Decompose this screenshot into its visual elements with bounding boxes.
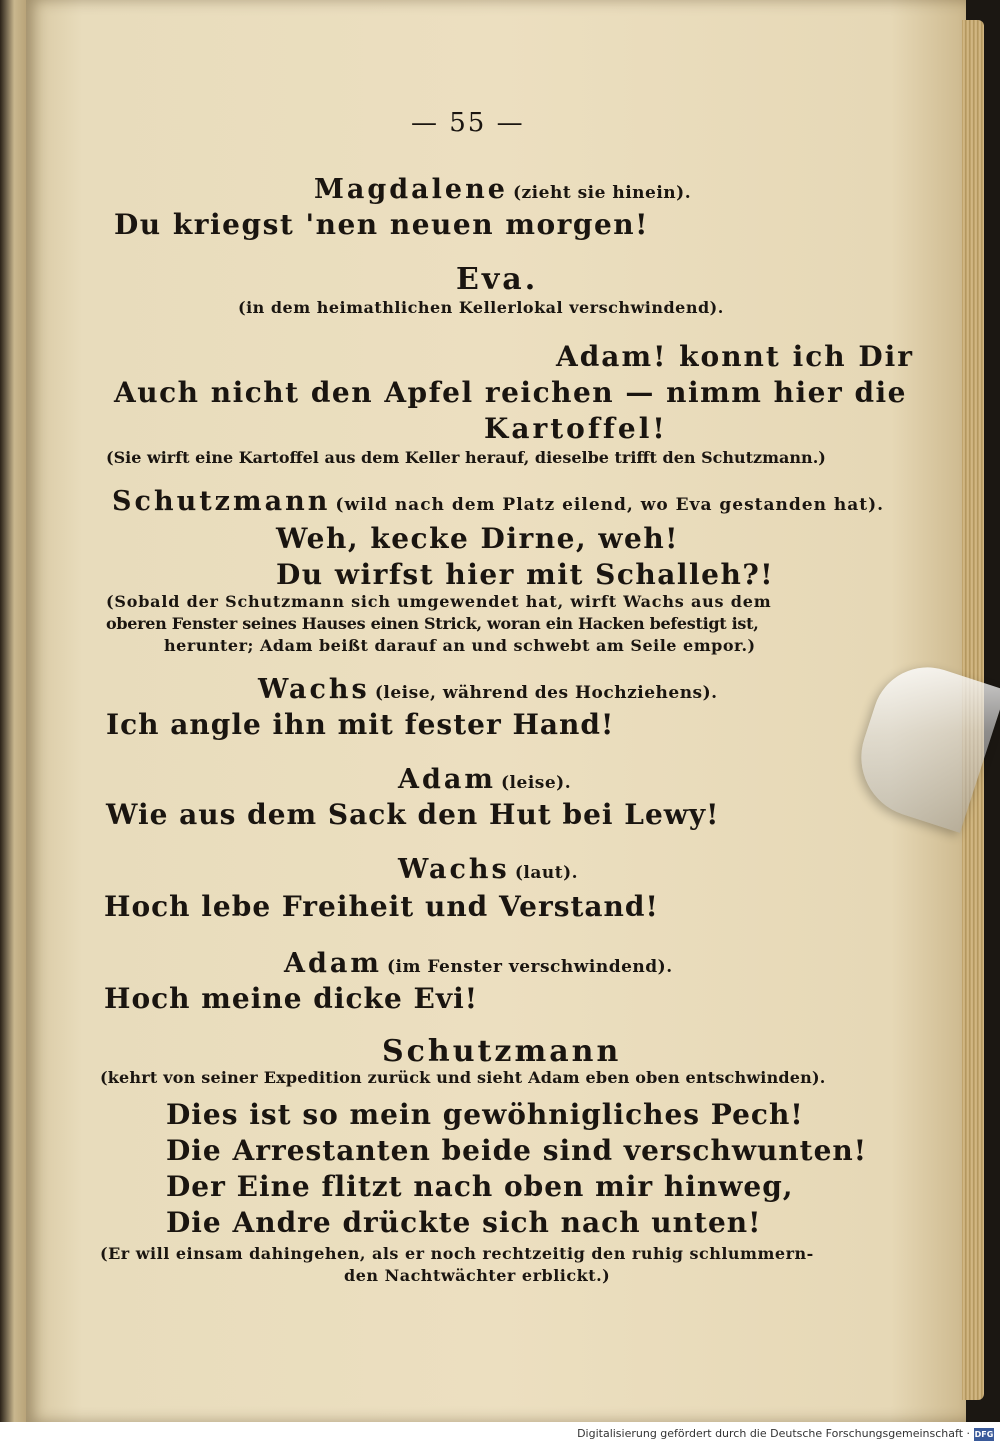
stage-direction: (wild nach dem Platz eilend, wo Eva gestanden hat). bbox=[335, 495, 885, 515]
speaker-line bbox=[284, 948, 673, 979]
stage-direction: (Sie wirft eine Kartoffel aus dem Keller herauf, dieselbe trifft den Schutzmann.) bbox=[106, 448, 826, 467]
footer-credit: Digitalisierung gefördert durch die Deutsche Forschungsgemeinschaft · bbox=[577, 1427, 970, 1440]
stage-direction: herunter; Adam beißt darauf an und schwebt am Seile empor.) bbox=[164, 636, 756, 655]
speaker-name: Schutzmann bbox=[382, 1034, 622, 1069]
verse-line: Hoch lebe Freiheit und Verstand! bbox=[104, 890, 659, 923]
speaker-line bbox=[112, 486, 884, 517]
previous-page-edge bbox=[0, 0, 26, 1422]
stage-direction: (leise, während des Hochziehens). bbox=[374, 683, 718, 703]
speaker-name: Eva. bbox=[456, 262, 539, 297]
speaker-name: Adam bbox=[284, 948, 382, 979]
verse-line: Hoch meine dicke Evi! bbox=[104, 982, 479, 1015]
stage-direction: oberen Fenster seines Hauses einen Strick, woran ein Hacken befestigt ist, bbox=[106, 614, 759, 633]
stage-direction: (kehrt von seiner Expedition zurück und sieht Adam eben oben entschwinden). bbox=[100, 1068, 826, 1087]
verse-line: Der Eine flitzt nach oben mir hinweg, bbox=[166, 1170, 794, 1203]
verse-line: Auch nicht den Apfel reichen — nimm hier die bbox=[114, 376, 907, 409]
stage-direction: (im Fenster verschwindend). bbox=[387, 957, 673, 977]
speaker-line bbox=[398, 854, 578, 885]
speaker-name: Wachs bbox=[398, 854, 510, 885]
verse-line: Du wirfst hier mit Schalleh?! bbox=[276, 558, 775, 591]
stage-direction: (in dem heimathlichen Kellerlokal verschwindend). bbox=[238, 298, 724, 317]
speaker-name: Schutzmann bbox=[112, 486, 331, 517]
stage-direction: (laut). bbox=[514, 863, 579, 883]
dfg-logo: DFG bbox=[974, 1430, 994, 1439]
verse-line: Die Andre drückte sich nach unten! bbox=[166, 1206, 762, 1239]
stage-direction: (leise). bbox=[501, 773, 572, 793]
verse-line: Adam! konnt ich Dir bbox=[556, 340, 915, 373]
speaker-name: Magdalene bbox=[314, 174, 508, 205]
footer-bar bbox=[0, 1422, 1000, 1448]
speaker-line bbox=[258, 674, 718, 705]
verse-line: Die Arrestanten beide sind verschwunten! bbox=[166, 1134, 868, 1167]
stage-direction: (Sobald der Schutzmann sich umgewendet hat, wirft Wachs aus dem bbox=[106, 592, 772, 611]
verse-line: Dies ist so mein gewöhnigliches Pech! bbox=[166, 1098, 804, 1131]
verse-line: Kartoffel! bbox=[484, 412, 668, 445]
speaker-name: Wachs bbox=[258, 674, 370, 705]
verse-line: Wie aus dem Sack den Hut bei Lewy! bbox=[106, 798, 720, 831]
page-number: — 55 — bbox=[411, 108, 525, 138]
stage-direction: den Nachtwächter erblickt.) bbox=[344, 1266, 611, 1285]
verse-line: Du kriegst 'nen neuen morgen! bbox=[114, 208, 649, 241]
speaker-name: Adam bbox=[398, 764, 496, 795]
speaker-line bbox=[314, 174, 691, 205]
stage-direction: (Er will einsam dahingehen, als er noch rechtzeitig den ruhig schlummern- bbox=[100, 1244, 814, 1263]
book-page bbox=[26, 0, 966, 1422]
stage-direction: (zieht sie hinein). bbox=[512, 183, 692, 203]
verse-line: Weh, kecke Dirne, weh! bbox=[276, 522, 679, 555]
speaker-line bbox=[398, 764, 571, 795]
verse-line: Ich angle ihn mit fester Hand! bbox=[106, 708, 615, 741]
